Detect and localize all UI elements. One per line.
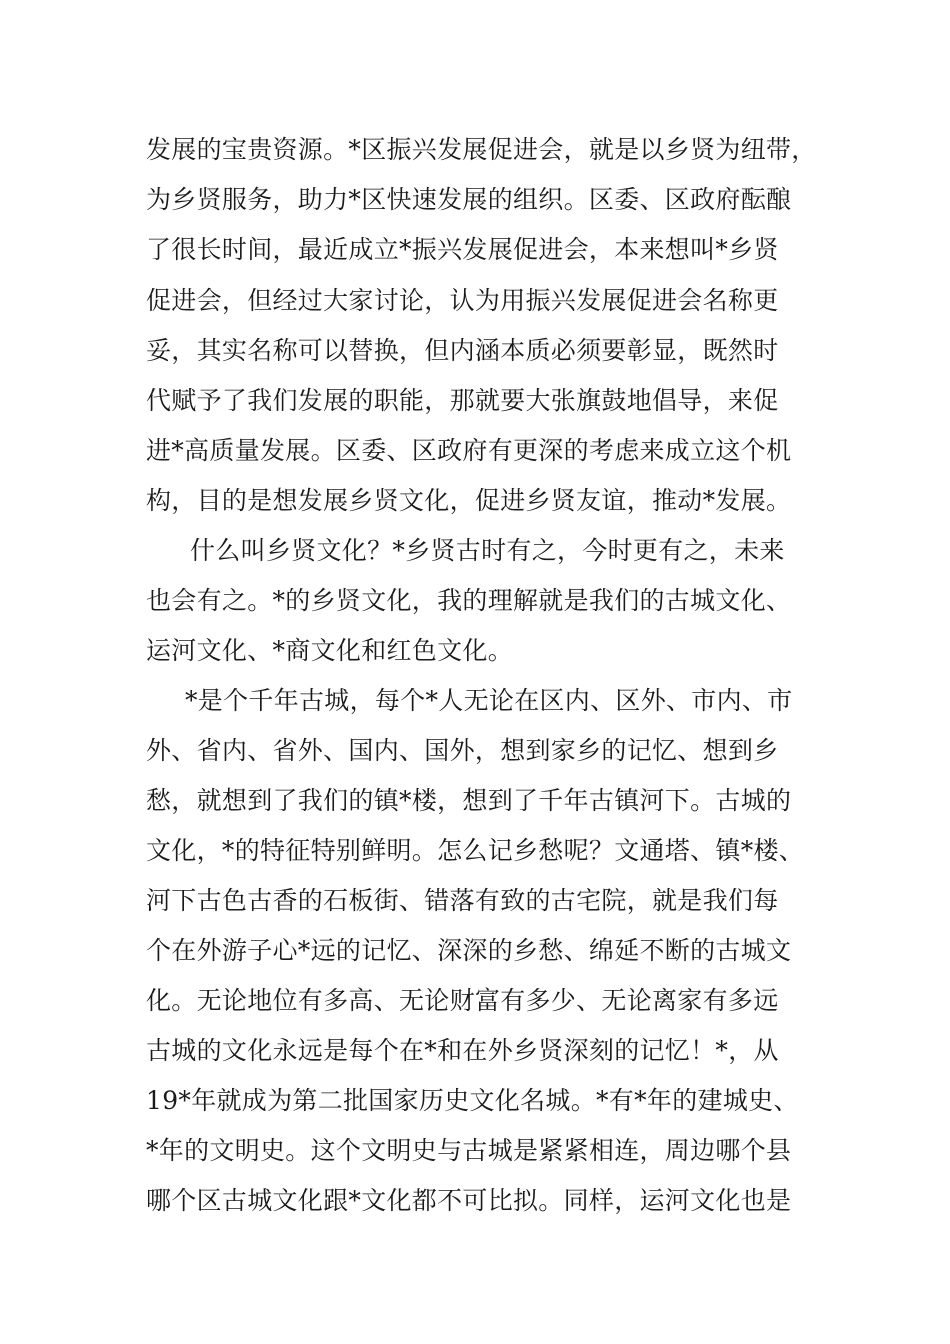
text-line: 了很长时间，最近成立*振兴发展促进会，本来想叫*乡贤 [146, 235, 779, 264]
text-line: 哪个区古城文化跟*文化都不可比拟。同样，运河文化也是 [146, 1186, 792, 1215]
text-line: 进*高质量发展。区委、区政府有更深的考虑来成立这个机 [146, 436, 792, 465]
text-line: *是个千年古城，每个*人无论在区内、区外、市内、市 [185, 686, 793, 715]
text-line: 代赋予了我们发展的职能，那就要大张旗鼓地倡导，来促 [146, 386, 779, 415]
text-line: 河下古色古香的石板街、错落有致的古宅院，就是我们每 [146, 886, 779, 915]
text-line: 也会有之。*的乡贤文化，我的理解就是我们的古城文化、 [146, 586, 792, 615]
text-line: 妥，其实名称可以替换，但内涵本质必须要彰显，既然时 [146, 336, 779, 365]
text-line: 文化，*的特征特别鲜明。怎么记乡愁呢？文通塔、镇*楼、 [146, 836, 805, 865]
text-line: 促进会，但经过大家讨论，认为用振兴发展促进会名称更 [146, 286, 779, 315]
text-line: 19*年就成为第二批国家历史文化名城。*有*年的建城史、 [146, 1086, 799, 1115]
text-line: 什么叫乡贤文化？*乡贤古时有之，今时更有之，未来 [190, 536, 785, 565]
text-line: 个在外游子心*远的记忆、深深的乡愁、绵延不断的古城文 [146, 936, 792, 965]
text-line: 为乡贤服务，助力*区快速发展的组织。区委、区政府酝酿 [146, 185, 792, 214]
text-line: 运河文化、*商文化和红色文化。 [146, 636, 514, 665]
text-line: 外、省内、省外、国内、国外，想到家乡的记忆、想到乡 [146, 736, 779, 765]
text-line: 愁，就想到了我们的镇*楼，想到了千年古镇河下。古城的 [146, 786, 792, 815]
text-line: 化。无论地位有多高、无论财富有多少、无论离家有多远 [146, 986, 779, 1015]
text-line: 构，目的是想发展乡贤文化，促进乡贤友谊，推动*发展。 [146, 486, 792, 515]
text-line: 古城的文化永远是每个在*和在外乡贤深刻的记忆！*，从 [146, 1036, 779, 1065]
text-line: *年的文明史。这个文明史与古城是紧紧相连，周边哪个县 [146, 1136, 792, 1165]
text-line: 发展的宝贵资源。*区振兴发展促进会，就是以乡贤为纽带， [146, 135, 817, 164]
